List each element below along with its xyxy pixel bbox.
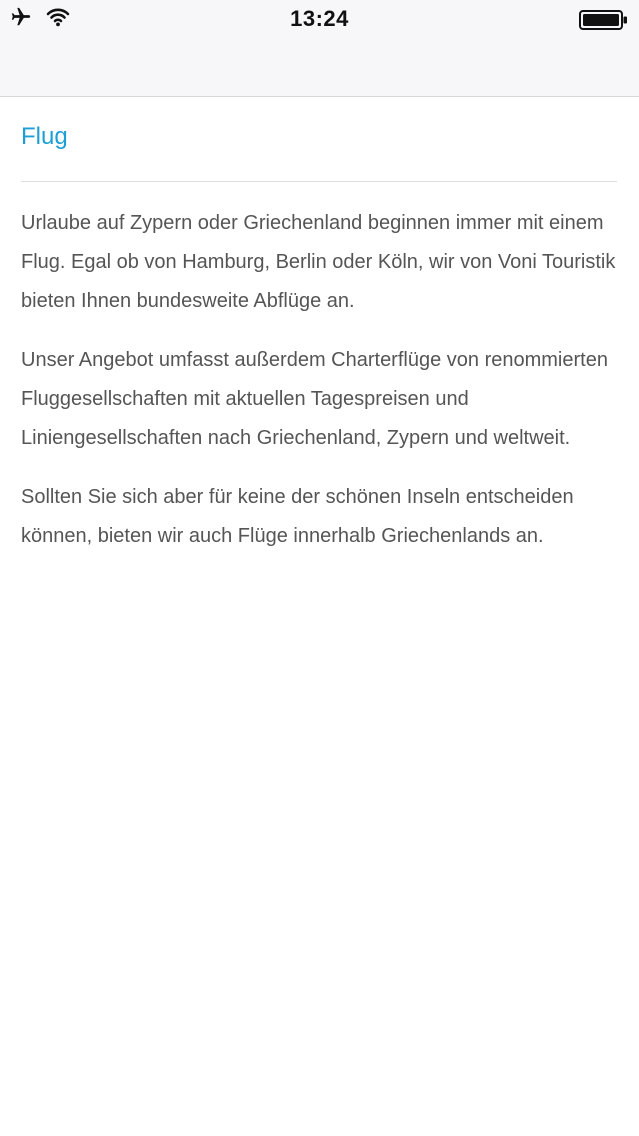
paragraph: Urlaube auf Zypern oder Griechenland beginnen immer mit einem Flug. Egal ob von Hamburg, Berlin oder Köln, wir von Voni Touristik bieten Ihnen bundesweite Abflüge an.: [21, 212, 616, 312]
content-area: [0, 97, 639, 556]
paragraph: Unser Angebot umfasst außerdem Charterflüge von renommierten Fluggesellschaften mit aktuellen Tagespreisen und Liniengesellschaften nach Griechenland, Zypern und weltweit.: [21, 349, 608, 449]
page-title: Flug: [21, 123, 68, 150]
status-bar: [0, 0, 639, 40]
status-bar-time: 13:24: [290, 6, 349, 31]
divider: [21, 181, 617, 182]
battery-icon: [579, 9, 629, 36]
paragraph: Sollten Sie sich aber für keine der schönen Inseln entscheiden können, bieten wir auch Flüge innerhalb Griechenlands an.: [21, 486, 574, 547]
navigation-bar: [0, 40, 639, 97]
